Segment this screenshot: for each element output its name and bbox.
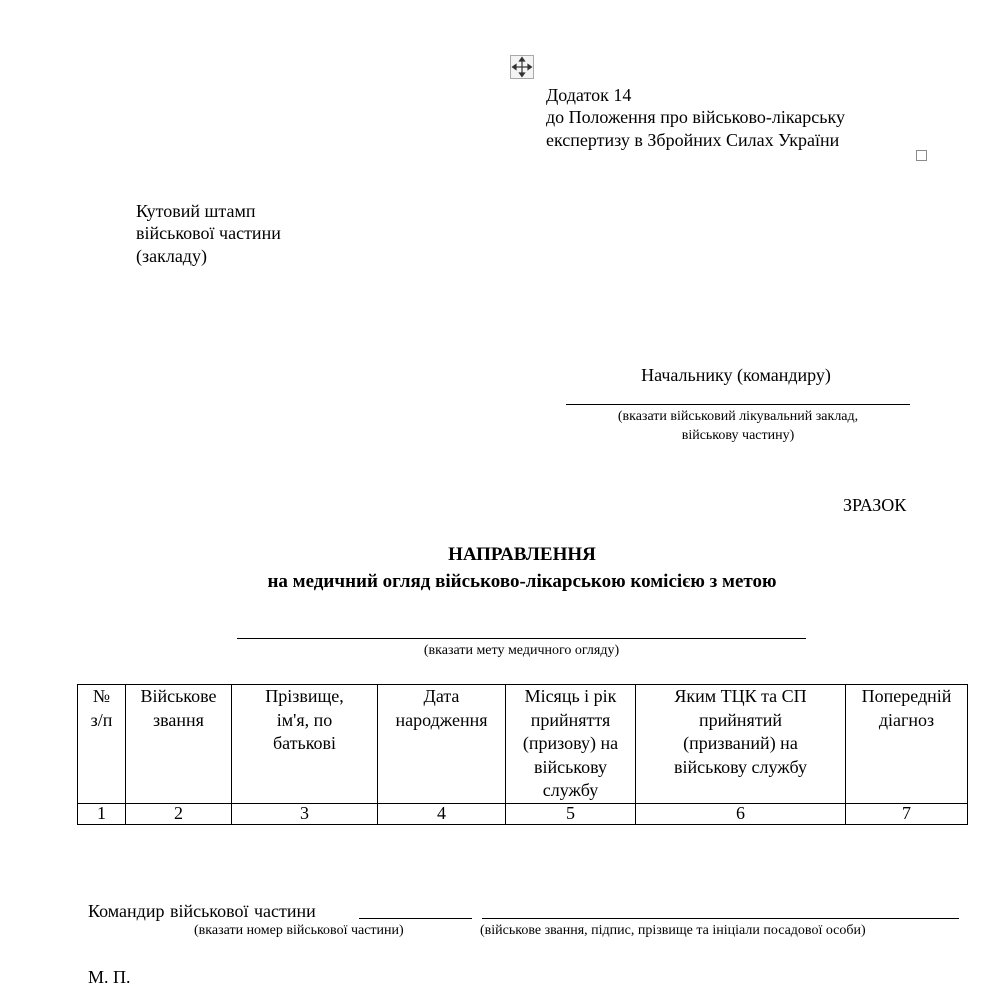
column-number-cell: 4 — [378, 803, 506, 824]
resize-handle-icon[interactable] — [916, 150, 927, 161]
stamp-line1: Кутовий штамп — [136, 201, 256, 221]
addressee-blank-line — [566, 404, 910, 405]
table-number-row — [78, 803, 968, 824]
addressee-title: Начальнику (командиру) — [641, 365, 831, 385]
official-signature-hint: (військове звання, підпис, прізвище та ініціали посадової особи) — [480, 923, 866, 938]
column-number-cell: 5 — [506, 803, 636, 824]
header-cell-previous-diagnosis: Попередній діагноз — [846, 685, 968, 804]
header-cell-enlistment-date: Місяць і рік прийняття (призову) на військову службу — [506, 685, 636, 804]
purpose-hint: (вказати мету медичного огляду) — [423, 643, 620, 658]
document-subtitle: на медичний огляд військово-лікарською комісією з метою — [267, 571, 777, 592]
annex-number: Додаток 14 — [546, 85, 632, 105]
purpose-blank-line — [237, 638, 806, 639]
move-handle-icon[interactable] — [510, 55, 534, 79]
unit-number-blank-line — [359, 918, 472, 919]
addressee-hint-line1: (вказати військовий лікувальний заклад, — [617, 409, 859, 424]
official-signature-blank-line — [482, 918, 959, 919]
unit-number-hint: (вказати номер військової частини) — [194, 923, 404, 938]
annex-reference-line2: експертизу в Збройних Силах України — [546, 130, 840, 150]
document-title: НАПРАВЛЕННЯ — [448, 544, 596, 565]
table-header-row — [78, 685, 968, 804]
sample-label: ЗРАЗОК — [843, 495, 907, 515]
header-cell-birth-date: Дата народження — [378, 685, 506, 804]
column-number-cell: 1 — [78, 803, 126, 824]
header-cell-full-name: Прізвище, ім'я, по батькові — [232, 685, 378, 804]
addressee-hint-line2: військову частину) — [681, 428, 795, 443]
header-cell-number: № з/п — [78, 685, 126, 804]
column-number-cell: 3 — [232, 803, 378, 824]
stamp-line2: військової частини — [136, 223, 281, 243]
column-number-cell: 6 — [636, 803, 846, 824]
stamp-line3: (закладу) — [136, 246, 207, 266]
commander-label: Командир військової частини — [88, 901, 316, 921]
data-table — [77, 684, 968, 825]
annex-reference-line1: до Положення про військово-лікарську — [546, 107, 845, 127]
header-cell-recruitment-center: Яким ТЦК та СП прийнятий (призваний) на військову службу — [636, 685, 846, 804]
column-number-cell: 2 — [126, 803, 232, 824]
column-number-cell: 7 — [846, 803, 968, 824]
seal-label: М. П. — [88, 967, 131, 987]
header-cell-rank: Військове звання — [126, 685, 232, 804]
